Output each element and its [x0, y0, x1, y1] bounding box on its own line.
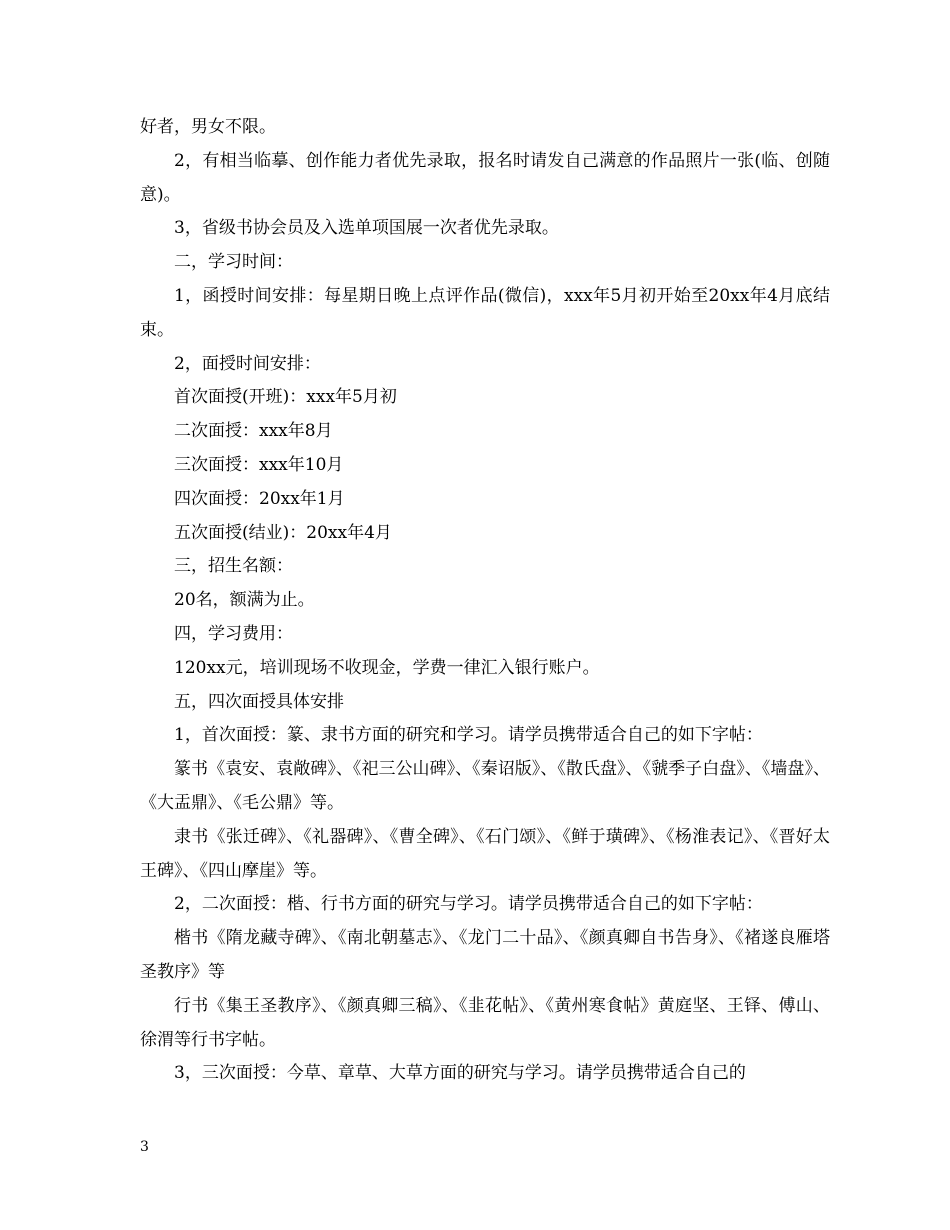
paragraph-18: 篆书《袁安、袁敞碑》、《祀三公山碑》、《秦诏版》、《散氏盘》、《虢季子白盘》、《墙盘》、《大盂鼎》、《毛公鼎》等。	[140, 759, 830, 813]
schedule-item-2: 二次面授：xxx年8月	[174, 421, 333, 442]
schedule-item-3: 三次面授：xxx年10月	[174, 454, 344, 475]
section-heading-arrangement: 五，四次面授具体安排	[174, 691, 344, 712]
paragraph-2: 2，有相当临摹、创作能力者优先录取，报名时请发自己满意的作品照片一张(临、创随意)。	[140, 150, 830, 205]
paragraph-20: 2，二次面授：楷、行书方面的研究与学习。请学员携带适合自己的如下字帖：	[174, 894, 763, 915]
paragraph-21: 楷书《隋龙藏寺碑》、《南北朝墓志》、《龙门二十品》、《颜真卿自书告身》、《褚遂良雁塔圣教序》等	[140, 928, 830, 982]
paragraph-17: 1，首次面授：篆、隶书方面的研究和学习。请学员携带适合自己的如下字帖：	[174, 725, 763, 746]
paragraph-19: 隶书《张迁碑》、《礼器碑》、《曹全碑》、《石门颂》、《鲜于璜碑》、《杨淮表记》、《晋好太王碑》、《四山摩崖》等。	[140, 826, 830, 881]
paragraph-3: 3，省级书协会员及入选单项国展一次者优先录取。	[174, 218, 559, 239]
paragraph-15: 120xx元，培训现场不收现金，学费一律汇入银行账户。	[174, 657, 600, 678]
paragraph-6: 2，面授时间安排：	[174, 353, 321, 374]
schedule-item-4: 四次面授：20xx年1月	[174, 488, 345, 509]
paragraph-1: 好者，男女不限。	[140, 117, 276, 137]
paragraph-23: 3，三次面授：今草、章草、大草方面的研究与学习。请学员携带适合自己的	[174, 1063, 746, 1084]
schedule-item-5: 五次面授(结业)：20xx年4月	[174, 522, 392, 543]
document-body	[140, 111, 830, 1091]
paragraph-13: 20名，额满为止。	[174, 590, 315, 611]
paragraph-5: 1，函授时间安排：每星期日晚上点评作品(微信)，xxx年5月初开始至20xx年4月底结束。	[140, 285, 830, 340]
section-heading-fees: 四，学习费用：	[174, 623, 293, 644]
section-heading-study-time: 二，学习时间：	[174, 252, 293, 273]
section-heading-enrollment: 三，招生名额：	[174, 556, 293, 577]
paragraph-22: 行书《集王圣教序》、《颜真卿三稿》、《韭花帖》、《黄州寒食帖》黄庭坚、王铎、傅山、徐渭等行书字帖。	[140, 995, 830, 1050]
page-number: 3	[140, 1139, 149, 1155]
schedule-item-1: 首次面授(开班)：xxx年5月初	[174, 387, 397, 408]
